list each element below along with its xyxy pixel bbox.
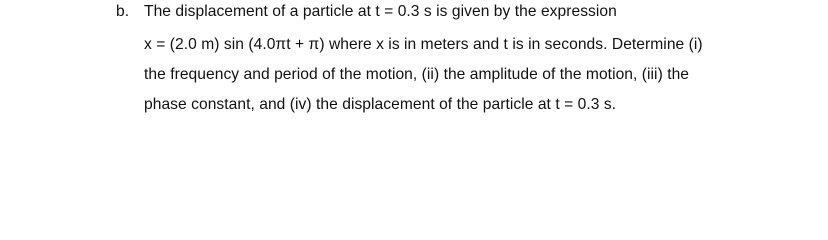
problem-line-3: the frequency and period of the motion, (ii) the amplitude of the motion, (iii) the [144,66,690,83]
problem-line-1 [116,2,617,22]
problem-line-4: phase constant, and (iv) the displacement of the particle at t = 0.3 s. [144,96,617,113]
problem-line-1-text: The displacement of a particle at t = 0.3 s is given by the expression [144,3,617,20]
problem-line-2: x = (2.0 m) sin (4.0πt + π) where x is in meters and t is in seconds. Determine (i) [144,36,703,53]
problem-label: b. [116,3,130,20]
